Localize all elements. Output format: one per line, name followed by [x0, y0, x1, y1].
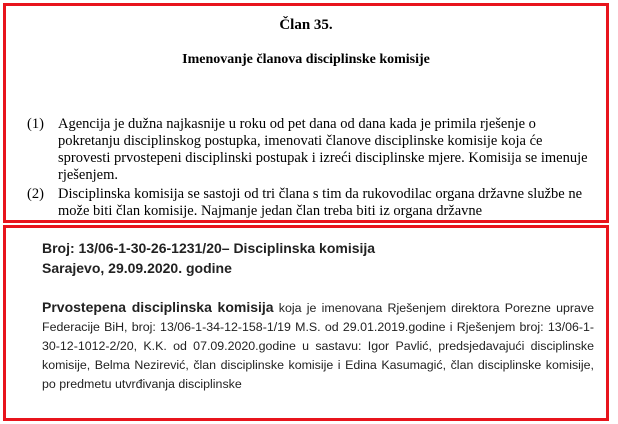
decision-number: Broj: 13/06-1-30-26-1231/20– Disciplinska komisija [42, 240, 376, 256]
law-excerpt-panel [3, 3, 609, 223]
paragraph-number: (2) [27, 186, 44, 202]
paragraph-text: Disciplinska komisija se sastoji od tri člana s tim da rukovodilac organa državne službe ne može biti član komisije. Najmanje jedan član treba biti iz organa državne [58, 186, 583, 219]
decision-body [42, 298, 594, 394]
decision-body-text: koja je imenovana Rješenjem direktora Porezne uprave Federacije BiH, broj: 13/06-1-34-12-158-1/19 M.S. od 29.01.2019.godine i Rješenjem broj: 13/06-1-30-12-1012-2/20, K.K. od 07.09.2020.godine u sastavu: Igor Pavlić, predsjedavajući disciplinske komisije, Belma Nezirević, član disciplinske komisije i Edina Kasumagić, član disciplinske komisije, po predmetu utvrđivanja disciplinske [42, 301, 594, 391]
article-subtitle: Imenovanje članova disciplinske komisije [182, 52, 430, 67]
paragraph-2 [27, 186, 597, 220]
paragraph-text: Agencija je dužna najkasnije u roku od pet dana od dana kada je primila rješenje o pokretanju disciplinskog postupka, imenovati članove disciplinske komisije koja će sprovesti prvostepeni disciplinski postupak i izreći disciplinske mjere. Komisija se imenuje rješenjem. [58, 116, 588, 183]
paragraph-number: (1) [27, 116, 44, 132]
decision-place-date: Sarajevo, 29.09.2020. godine [42, 260, 232, 276]
decision-excerpt-panel [3, 225, 609, 421]
paragraph-1 [27, 116, 597, 184]
article-title: Član 35. [279, 17, 333, 33]
decision-header [42, 238, 594, 278]
decision-body-lead: Prvostepena disciplinska komisija [42, 299, 274, 315]
